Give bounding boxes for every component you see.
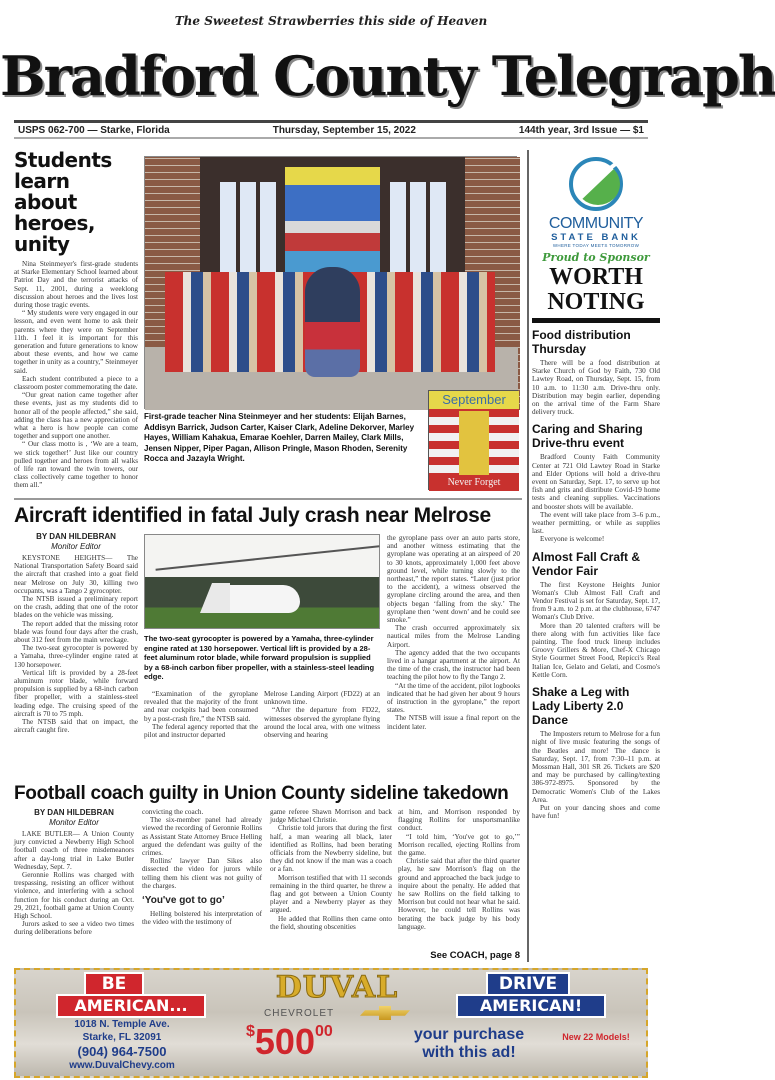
- ad-brand: DUVAL: [275, 970, 399, 1005]
- aircraft-col-3: [264, 690, 380, 739]
- notice-headline: Shake a Leg with Lady Liberty 2.0 Dance: [532, 685, 630, 728]
- paragraph: Everyone is welcome!: [540, 535, 605, 544]
- poster-subtitle: Never Forget: [429, 475, 519, 491]
- paragraph: The two-seat gyrocopter is powered by a Yamaha, three-cylinder engine rated at 130 horsepower.: [14, 644, 138, 669]
- paragraph: Helling bolstered his interpretation of the video with the testimony of: [142, 910, 262, 927]
- coach-col-2: [142, 808, 262, 926]
- ad-american: AMERICAN...: [56, 994, 206, 1018]
- notice-item: [532, 550, 660, 679]
- worth-noting-sidebar: [532, 153, 660, 820]
- paragraph: “Examination of the gyroplane revealed that the majority of the front and rear cockpits had been consumed by a post-crash fire,” the NTSB said.: [144, 690, 258, 723]
- paragraph: There will be a food distribution at Starke Church of God by Faith, 730 Old Lawtey Road, on Thursday, Sept. 15, from 10 a.m. to 11:30 a.m. Drive-thru only. Distribution may begin earlier, depending on the arrival time of the Farm Share delivery truck.: [532, 359, 660, 417]
- sidebar-divider: [532, 318, 660, 323]
- paragraph: Bradford County Faith Community Center at 721 Old Lawtey Road in Starke and Elder Options will hold a drive-thru event on Saturday, Sept. 17, to serve up hot fish and grits and distribute Covid-19 home tests and cleaning supplies. Vaccinations and booster shots will be available.: [532, 453, 660, 511]
- paragraph: More than 20 talented crafters will be there along with fun activities like face painting. The food truck lineup includes Groovy Grillers & More, Chef-X Chicago Style Gourmet Street Food, Repicci's Real Italian Ice, Gelato and Gelati, and Cosmo's Kettle Corn.: [532, 621, 660, 679]
- worth-noting-title: WORTH: [549, 264, 643, 290]
- ad-offer-cents: 00: [314, 1023, 333, 1040]
- bank-name: COMMUNITY: [548, 215, 644, 232]
- ad-badge: New 22 Models!: [562, 1032, 630, 1042]
- paragraph: KEYSTONE HEIGHTS— The National Transportation Safety Board said the aircraft that crashed into a goat field near Melrose on July 30, killing two occupants, was a Tango 2 gyrocopter.: [14, 554, 138, 595]
- ad-offer-number: 500: [254, 1021, 315, 1062]
- issue-date: Thursday, September 15, 2022: [272, 124, 416, 136]
- paragraph: He added that Rollins then came onto the field, shouting obscenities: [270, 914, 392, 931]
- ad-drive: DRIVE: [486, 972, 570, 996]
- paragraph: Christie said that after the third quarter play, he saw Morrison's flag on the ground and approached the back judge to inquire about the penalty. He added that he saw Rollins on the field talking to Morrison but could not hear what he said. However, he could tell Rollins was berating the back judge by his body language.: [398, 857, 520, 931]
- paragraph: Geronnie Rollins was charged with trespassing, resisting an officer without violence, and interfering with a school function for his conduct during an Oct. 29, 2021, football game at Union County High School.: [14, 871, 134, 921]
- poster-title: September: [429, 391, 519, 409]
- ad-website[interactable]: www.DuvalChevy.com: [69, 1060, 175, 1071]
- bank-slogan: WHERE TODAY MEETS TOMORROW: [552, 243, 640, 248]
- notice-item: [532, 422, 660, 543]
- aircraft-col-1: [14, 532, 138, 734]
- masthead-info-bar: [14, 123, 648, 137]
- paragraph: Melrose Landing Airport (FD22) at an unknown time.: [264, 690, 380, 707]
- paragraph: “After the departure from FD22, witnesses observed the gyroplane flying around the local area, with one witness observing and hearing: [264, 706, 380, 740]
- coach-col-4: [398, 808, 520, 931]
- students-story: [14, 150, 138, 495]
- paragraph: Vertical lift is provided by a 28-feet aluminum rotor blade, while forward propulsion is supplied by a 68-inch carbon fiber propeller, with a stainless-steel leading edge. The cruising speed of the aircraft is 70 to 75 mph.: [14, 668, 138, 718]
- byline-title: Monitor Editor: [51, 542, 101, 551]
- newspaper-title: Bradford County Telegraph: [0, 44, 775, 108]
- notice-item: [532, 685, 660, 820]
- notice-headline: Caring and Sharing Drive-thru event: [532, 422, 643, 451]
- paragraph: Rollins' lawyer Dan Sikes also dissected the video for jurors while telling them his client was not guilty of the charges.: [142, 857, 262, 890]
- bank-logo-icon: [532, 153, 660, 215]
- ad-street: 1018 N. Temple Ave.: [74, 1019, 170, 1030]
- ad-offer-text: [394, 1026, 544, 1062]
- usps-info: USPS 062-700 — Starke, Florida: [18, 124, 170, 136]
- ad-offer-dollar: $: [246, 1023, 255, 1040]
- students-photo-caption: First-grade teacher Nina Steinmeyer and her students: Elijah Barnes, Addisyn Barrick, Judson Carter, Kaiser Clark, Adeline Dekorver, Marley Hayes, William Kahakua, Emarae Koehler, Darren Mailey, Clark Mills, Jensen Nipper, Piper Pagan, Allison Pringle, Mason Rhoden, Serenity Rocca and Jazayla Wright.: [144, 412, 415, 463]
- paragraph: “ Our class motto is , ‘We are a team, we stick together!’ Just like our country pulled together and heroes from all walks of life ran toward the twin towers, our class collectively came together to honor them all.”: [14, 440, 138, 490]
- paragraph: Each student contributed a piece to a classroom poster commemorating the date.: [14, 374, 138, 392]
- paragraph: Put on your dancing shoes and come have fun!: [532, 803, 660, 821]
- sponsor-text: Proud to Sponsor: [542, 251, 650, 264]
- chevrolet-bowtie-icon: [360, 1006, 410, 1020]
- paragraph: “I told him, ‘You've got to go,’” Morrison recalled, ejecting Rollins from the game.: [398, 832, 520, 858]
- gyrocopter-photo: [144, 534, 380, 629]
- ad-phone[interactable]: (904) 964-7500: [77, 1044, 167, 1059]
- coach-jump-link[interactable]: See COACH, page 8: [430, 950, 520, 961]
- bank-name-2: STATE BANK: [551, 232, 641, 243]
- ad-city: Starke, FL 32091: [82, 1032, 162, 1043]
- paragraph: game referee Shawn Morrison and back judge Michael Christie.: [270, 808, 392, 825]
- issue-info: 144th year, 3rd Issue — $1: [518, 124, 644, 136]
- gyrocopter-photo-caption: The two-seat gyrocopter is powered by a Yamaha, three-cylinder engine rated at 130 horsepower. Vertical lift is provided by a 28-feet aluminum rotor blade, while forward propulsion is supplied by a 68-inch carbon fiber propeller, with a stainless-steel leading edge.: [144, 634, 375, 681]
- paragraph: The NTSB said that on impact, the aircraft caught fire.: [14, 718, 138, 735]
- ad-make: CHEVROLET: [264, 1008, 335, 1019]
- paragraph: Jurors asked to see a video two times during deliberations before: [14, 920, 134, 937]
- byline: BY DAN HILDEBRAN: [36, 532, 116, 541]
- notice-headline: Food distribution Thursday: [532, 328, 631, 356]
- aircraft-headline: Aircraft identified in fatal July crash near Melrose: [14, 504, 491, 527]
- ad-american-2: AMERICAN!: [456, 994, 606, 1018]
- paragraph: “Our great nation came together after these events, just as my students did to honor all of the people affected,” she said, adding the class has a new appreciation of what a hero is how people can come together and support one another.: [14, 391, 138, 441]
- students-photo: [144, 156, 517, 409]
- ad-be: BE: [84, 972, 144, 996]
- paragraph: the gyroplane pass over an auto parts store, and another witness estimating that the gyroplane was operating at an airspeed of 20 to 30 knots, approximately 1,000 feet above ground level, while turning slowly to the northeast,” the report states. “Later (just prior to the accident), a witness observed the gyroplane circling around the area, and then objects began ‘falling from the sky.’ The gyroplane then ‘went down’ and he could see smoke.”: [387, 534, 520, 625]
- ad-offer-amount: [246, 1022, 396, 1070]
- paragraph: The six-member panel had already viewed the recording of Geronnie Rollins as Assistant State Attorney Bruce Helling argued the defendant was guilty of the crimes.: [142, 816, 262, 858]
- sidebar-rule: [527, 150, 529, 962]
- paragraph: The first Keystone Heights Junior Woman's Club Almost Fall Craft and Vendor Festival is set for Saturday, Sept. 17, from 9 a.m. to 2 p.m. at the clubhouse, 6747 Woman's Club Drive.: [532, 580, 660, 622]
- paragraph: The report added that the missing rotor blade was found four days after the crash, about 312 feet from the main wreckage.: [14, 619, 138, 645]
- poster-inset-photo: [428, 390, 518, 490]
- ad-address: [22, 1018, 222, 1072]
- notice-headline: Almost Fall Craft & Vendor Fair: [532, 549, 641, 578]
- paragraph: The NTSB will issue a final report on the incident later.: [387, 714, 520, 731]
- coach-headline: Football coach guilty in Union County sideline takedown: [14, 783, 509, 804]
- paragraph: Nina Steinmeyer's first-grade students at Starke Elementary School learned about Patriot Day and the terrorist attacks of Sept. 11, 2001, during a weeklong discussion about heroes and the lives lost during those tragic events.: [14, 260, 138, 310]
- section-divider: [14, 498, 522, 500]
- paragraph: The NTSB issued a preliminary report on the crash, adding that one of the rotor blades on the vehicle was missing.: [14, 595, 138, 620]
- paragraph: convicting the coach.: [142, 808, 204, 816]
- paragraph: Christie told jurors that during the first half, a man wearing all black, later identified as Rollins, had been berating officials from the Newberry sideline, but they did not know if the man was a coach or a fan.: [270, 824, 392, 874]
- aircraft-col-4: [387, 534, 520, 731]
- paragraph: The event will take place from 3–6 p.m., weather permitting, or while as supplies last.: [532, 510, 660, 536]
- worth-noting-title-2: NOTING: [547, 289, 645, 315]
- byline-title: Monitor Editor: [49, 818, 99, 827]
- paragraph: The Imposters return to Melrose for a fun night of live music featuring the songs of the Beatles and more! The dance is Saturday, Sept. 17, from 7:30–11 p.m. at Mossman Hall, 301 SR 26. Tickets are $20 and may be purchased by calling/texting 386-972-8975. Sponsored by the Democratic Women's Club of the Lakes Area.: [532, 730, 660, 804]
- paragraph: The federal agency reported that the pilot and instructor departed: [144, 722, 258, 740]
- aircraft-col-2: [144, 690, 258, 739]
- ad-offer-line-2: with this ad!: [422, 1044, 516, 1061]
- paragraph: LAKE BUTLER— A Union County jury convicted a Newberry High School football coach of three misdemeanors after a day-long trial in Lake Butler Wednesday, Sept. 7.: [14, 830, 134, 871]
- paragraph: The agency added that the two occupants lived in a hangar apartment at the airport. At the time of the crash, the instructor had been teaching the pilot how to fly the Tango 2.: [387, 648, 520, 682]
- paragraph: at him, and Morrison responded by flagging Rollins for unsportsmanlike conduct.: [398, 808, 520, 833]
- notice-item: [532, 328, 660, 416]
- ad-offer-line-1: your purchase: [413, 1026, 525, 1043]
- duval-chevrolet-ad[interactable]: [14, 968, 648, 1078]
- coach-subhead: ‘You've got to go’: [142, 895, 225, 907]
- paragraph: The crash occurred approximately six nautical miles from the Melrose Landing Airport.: [387, 624, 520, 649]
- paragraph: “At the time of the accident, pilot logbooks indicated that he had given her about 9 hours of instruction in the gyroplane,” the report states.: [387, 681, 520, 715]
- coach-col-1: [14, 808, 134, 937]
- paragraph: Morrison testified that with 11 seconds remaining in the third quarter, he threw a flag and got between a Union County player and a Newberry player as they argued.: [270, 873, 392, 915]
- students-headline: Students learn about heroes, unity: [14, 148, 112, 256]
- masthead-rule-bottom: [14, 137, 648, 139]
- tagline: The Sweetest Strawberries this side of Heaven: [174, 14, 488, 28]
- paragraph: “ My students were very engaged in our lesson, and even went home to ask their parents where they were on September 11th. I feel it is important for this generation and future generations to know about these events, and how we came together in unity as a country,” Steinmeyer said.: [14, 309, 138, 375]
- students-body: [14, 260, 138, 490]
- coach-col-3: [270, 808, 392, 931]
- byline: BY DAN HILDEBRAN: [34, 808, 114, 817]
